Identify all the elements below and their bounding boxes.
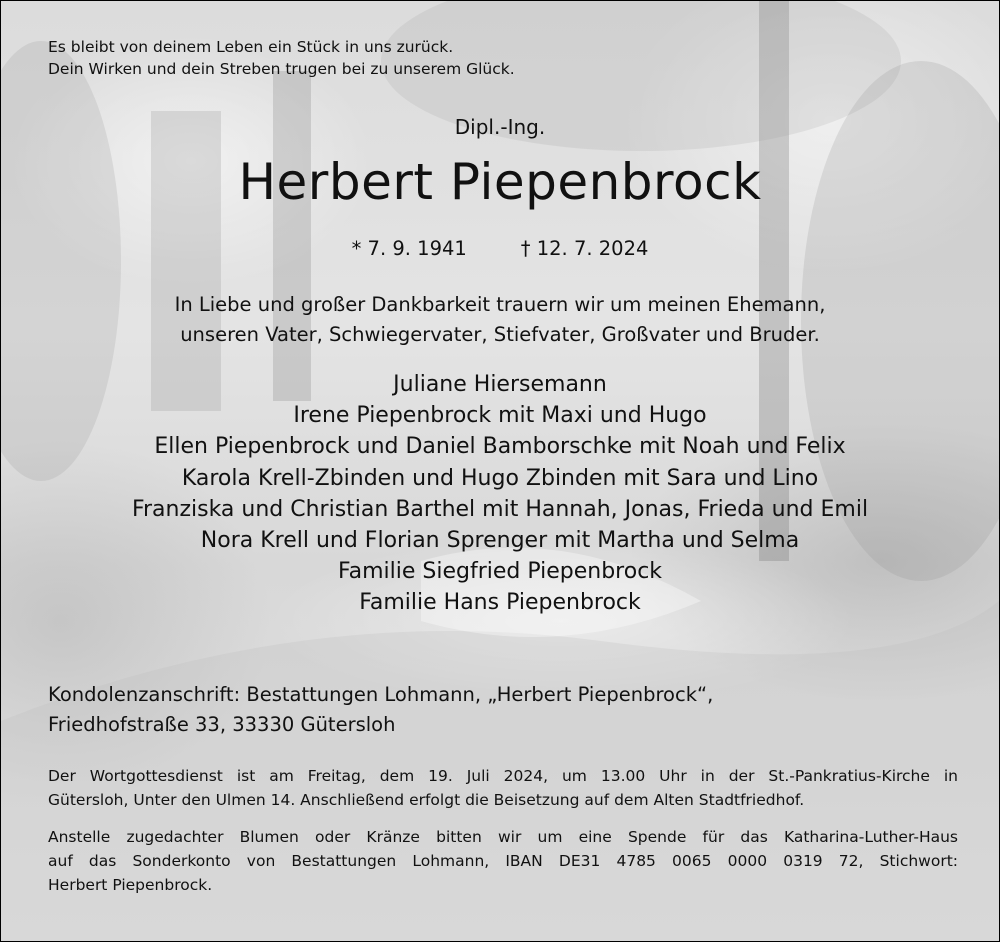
condolence-line-1: Kondolenzanschrift: Bestattungen Lohmann, „Herbert Piepenbrock“, [48,683,714,706]
mourner-entry: Ellen Piepenbrock und Daniel Bamborschke mit Noah und Felix [154,434,846,460]
service-line-1: Der Wortgottesdienst ist am Freitag, dem 19. Juli 2024, um 13.00 Uhr in der St.-Pankratius-Kirche in [48,767,958,785]
mourner-entry: Irene Piepenbrock mit Maxi und Hugo [293,403,707,429]
deceased-name: Herbert Piepenbrock [238,153,762,211]
mourner-entry: Karola Krell-Zbinden und Hugo Zbinden mit Sara und Lino [181,465,819,491]
condolence-line-2: Friedhofstraße 33, 33330 Gütersloh [48,713,396,736]
funeral-service-info [48,764,958,812]
academic-title: Dipl.-Ing. [454,115,546,139]
motto-line-1: Es bleibt von deinem Leben ein Stück in uns zurück. [48,38,454,56]
donation-line-3: Herbert Piepenbrock. [48,876,213,894]
motto-verse [48,36,515,80]
mourner-entry: Juliane Hiersemann [393,372,607,397]
mourning-line-2: unseren Vater, Schwiegervater, Stiefvater, Großvater und Bruder. [180,323,820,346]
mourner-entry: Nora Krell und Florian Sprenger mit Martha und Selma [200,528,800,554]
death-date: † 12. 7. 2024 [520,237,649,260]
motto-line-2: Dein Wirken und dein Streben trugen bei zu unserem Glück. [48,60,515,78]
notice-content [1,1,999,941]
mourner-entry: Familie Hans Piepenbrock [359,590,641,616]
donation-line-1: Anstelle zugedachter Blumen oder Kränze bitten wir um eine Spende für das Katharina-Luther-Haus [48,828,958,846]
service-line-2: Gütersloh, Unter den Ulmen 14. Anschließend erfolgt die Beisetzung auf dem Alten Stadtfriedhof. [48,791,805,809]
mourning-line-1: In Liebe und großer Dankbarkeit trauern wir um meinen Ehemann, [174,293,826,316]
mourners-list [1,369,999,619]
mourning-statement [1,290,999,350]
life-dates [1,237,999,260]
mourner-entry: Franziska und Christian Barthel mit Hannah, Jonas, Frieda und Emil [131,496,869,522]
donation-line-2: auf das Sonderkonto von Bestattungen Lohmann, IBAN DE31 4785 0065 0000 0319 72, Stichwort: [48,852,958,870]
mourner-entry: Familie Siegfried Piepenbrock [337,559,663,585]
condolence-address [48,680,713,740]
birth-date: * 7. 9. 1941 [351,237,467,260]
donation-request [48,825,958,897]
